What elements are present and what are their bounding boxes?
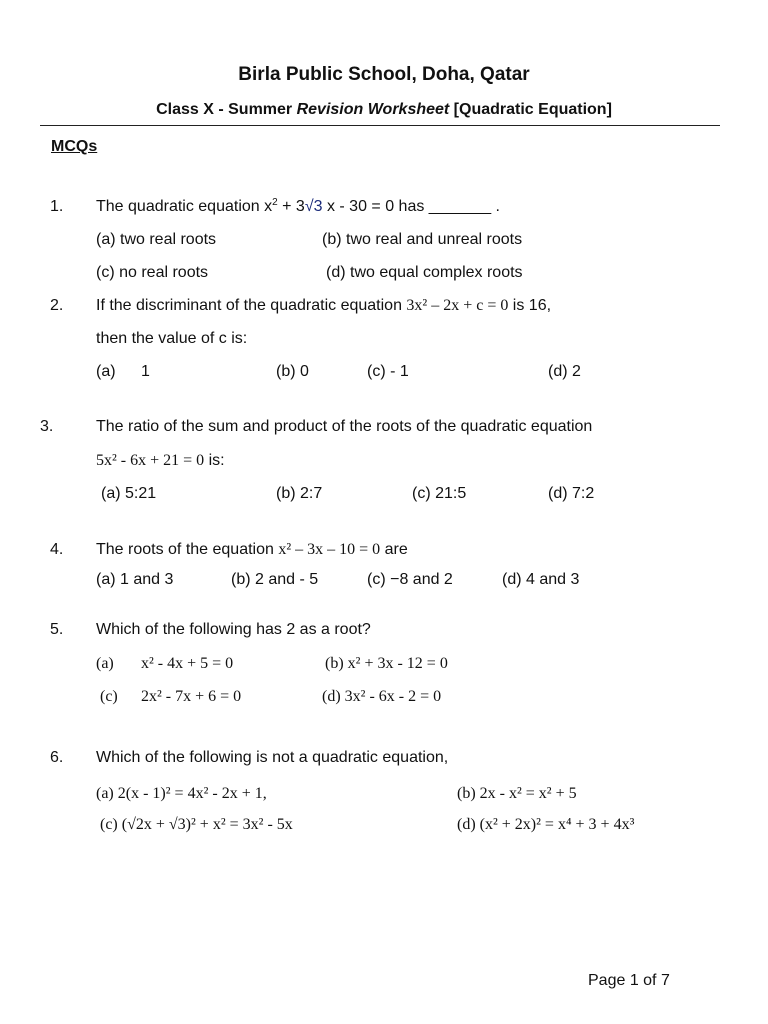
q5-option-a-equation: x² - 4x + 5 = 0	[141, 655, 234, 672]
q4-text	[96, 541, 408, 559]
q3-option-a: (a) 5:21	[101, 485, 157, 502]
q1-option-a: (a) two real roots	[96, 231, 217, 248]
q1-text-b: + 3	[277, 198, 305, 215]
worksheet-title	[0, 101, 768, 119]
q1-number: 1.	[50, 198, 64, 215]
q2-option-b: (b) 0	[276, 363, 309, 380]
q4-option-a: (a) 1 and 3	[96, 571, 174, 588]
q4-text-a: The roots of the equation	[96, 541, 279, 558]
q6-text: Which of the following is not a quadratic equation,	[96, 749, 449, 766]
q6-option-b: (b) 2x - x² = x² + 5	[457, 785, 577, 802]
header-rule	[40, 125, 720, 126]
q3-equation: 5x² - 6x + 21 = 0	[96, 452, 205, 469]
q2-text-a: If the discriminant of the quadratic equation	[96, 297, 407, 314]
q6-option-d: (d) (x² + 2x)² = x⁴ + 3 + 4x³	[457, 816, 635, 833]
topic-label: [Quadratic Equation]	[449, 101, 612, 118]
q1-sup: 2	[272, 197, 278, 208]
q2-equation: 3x² – 2x + c = 0	[406, 297, 509, 314]
q3-text-b: is:	[204, 452, 225, 469]
q2-line2: then the value of c is:	[96, 330, 248, 347]
q5-option-c-equation: 2x² - 7x + 6 = 0	[141, 688, 242, 705]
q1-root: √3	[304, 198, 323, 215]
q2-option-a-value: 1	[141, 363, 150, 380]
page-number: Page 1 of 7	[588, 972, 670, 989]
section-heading: MCQs	[51, 138, 98, 155]
q2-option-d: (d) 2	[548, 363, 581, 380]
worksheet-label: Revision Worksheet	[296, 101, 450, 118]
q4-equation: x² – 3x – 10 = 0	[278, 541, 381, 558]
q1-text-c: x - 30 = 0 has _______ .	[322, 198, 500, 215]
q5-option-b: (b) x² + 3x - 12 = 0	[325, 655, 448, 672]
q2-line1	[96, 297, 551, 315]
q2-number: 2.	[50, 297, 64, 314]
class-label: Class X - Summer	[156, 101, 297, 118]
q3-number: 3.	[40, 418, 54, 435]
q6-number: 6.	[50, 749, 64, 766]
q1-option-d: (d) two equal complex roots	[326, 264, 523, 281]
q4-option-c: (c) −8 and 2	[367, 571, 453, 588]
q1-option-b: (b) two real and unreal roots	[322, 231, 523, 248]
q5-option-d: (d) 3x² - 6x - 2 = 0	[322, 688, 442, 705]
q4-option-d: (d) 4 and 3	[502, 571, 580, 588]
q3-option-d: (d) 7:2	[548, 485, 595, 502]
q3-option-b: (b) 2:7	[276, 485, 323, 502]
q4-number: 4.	[50, 541, 64, 558]
q5-option-a-label: (a)	[96, 655, 114, 672]
q5-option-c-label: (c)	[100, 688, 118, 705]
q2-option-c: (c) - 1	[367, 363, 409, 380]
q3-option-c: (c) 21:5	[412, 485, 467, 502]
q1-option-c: (c) no real roots	[96, 264, 209, 281]
q5-number: 5.	[50, 621, 64, 638]
q3-line1: The ratio of the sum and product of the roots of the quadratic equation	[96, 418, 593, 435]
q2-text-b: is 16,	[508, 297, 552, 314]
q4-text-b: are	[380, 541, 408, 558]
q6-option-a: (a) 2(x - 1)² = 4x² - 2x + 1,	[96, 785, 267, 802]
school-name: Birla Public School, Doha, Qatar	[238, 64, 530, 85]
q5-text: Which of the following has 2 as a root?	[96, 621, 371, 638]
q1-text	[96, 198, 500, 216]
q4-option-b: (b) 2 and - 5	[231, 571, 319, 588]
q1-text-a: The quadratic equation x	[96, 198, 273, 215]
q3-line2	[96, 452, 225, 470]
q6-option-c: (c) (√2x + √3)² + x² = 3x² - 5x	[100, 816, 293, 833]
q2-option-a-label: (a)	[96, 363, 116, 380]
